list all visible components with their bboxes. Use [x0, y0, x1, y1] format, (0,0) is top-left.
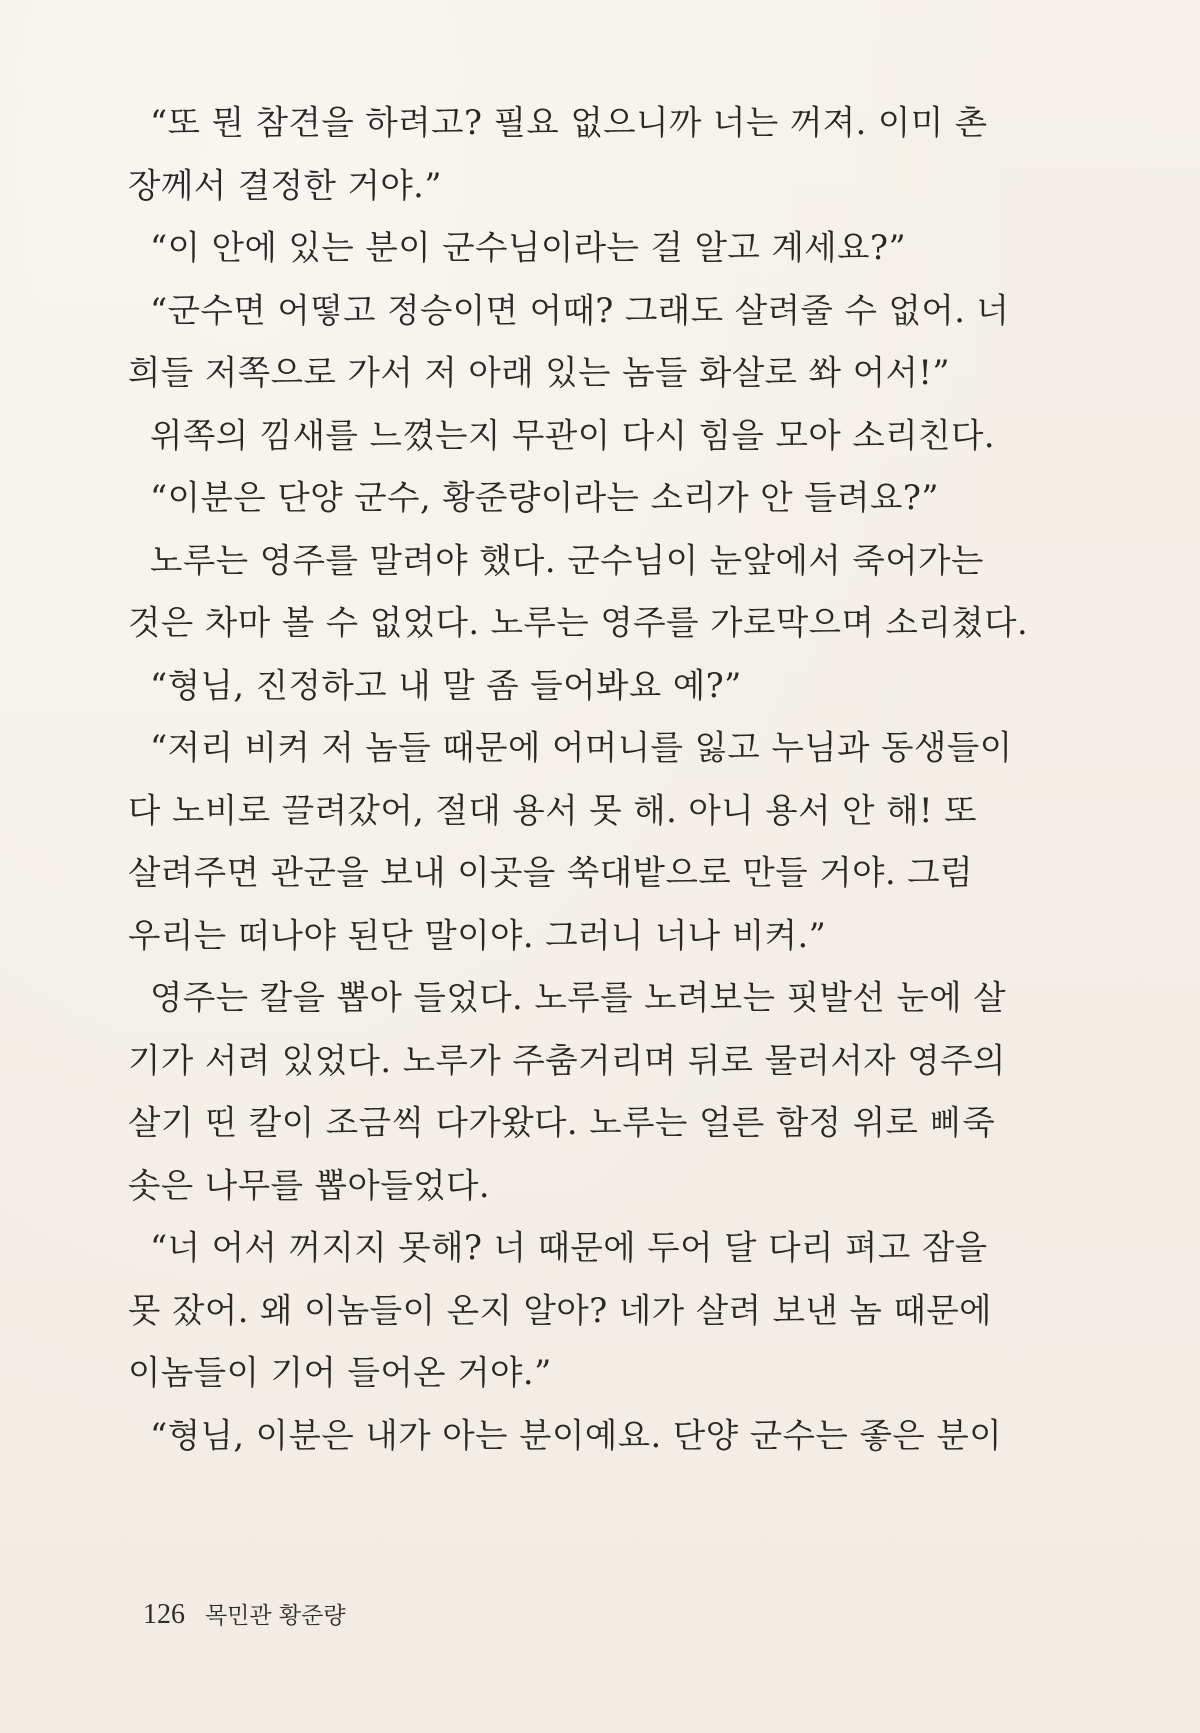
running-title: 목민관 황준량 [204, 1603, 346, 1629]
body-text [128, 92, 1068, 1467]
text-line: 우리는 떠나야 된단 말이야. 그러니 너나 비켜.” [128, 915, 827, 955]
text-line: 노루는 영주를 말려야 했다. 군수님이 눈앞에서 죽어가는 [150, 540, 984, 580]
text-line: “군수면 어떻고 정승이면 어때? 그래도 살려줄 수 없어. 너 [150, 290, 1010, 330]
text-line: 솟은 나무를 뽑아들었다. [128, 1165, 491, 1205]
text-line: 기가 서려 있었다. 노루가 주춤거리며 뒤로 물러서자 영주의 [128, 1040, 1006, 1080]
text-line: 장께서 결정한 거야.” [128, 165, 442, 205]
text-line: “형님, 이분은 내가 아는 분이예요. 단양 군수는 좋은 분이 [150, 1415, 1003, 1455]
text-line: 살기 띤 칼이 조금씩 다가왔다. 노루는 얼른 함정 위로 삐죽 [128, 1103, 996, 1142]
text-line: “이 안에 있는 분이 군수님이라는 걸 알고 계세요?” [150, 228, 907, 267]
text-line: “이분은 단양 군수, 황준량이라는 소리가 안 들려요?” [150, 478, 939, 517]
text-line: 못 잤어. 왜 이놈들이 온지 알아? 네가 살려 보낸 놈 때문에 [128, 1290, 993, 1330]
text-line: “너 어서 꺼지지 못해? 너 때문에 두어 달 다리 펴고 잠을 [150, 1228, 988, 1267]
text-line: “또 뭔 참견을 하려고? 필요 없으니까 너는 꺼져. 이미 촌 [150, 103, 988, 142]
text-line: 다 노비로 끌려갔어, 절대 용서 못 해. 아니 용서 안 해! 또 [128, 790, 977, 830]
text-line: 것은 차마 볼 수 없었다. 노루는 영주를 가로막으며 소리쳤다. [128, 603, 1029, 642]
text-line: 위쪽의 낌새를 느꼈는지 무관이 다시 힘을 모아 소리친다. [150, 415, 995, 455]
text-line: 이놈들이 기어 들어온 거야.” [128, 1353, 552, 1392]
text-line: “형님, 진정하고 내 말 좀 들어봐요 예?” [150, 665, 742, 705]
text-line: 영주는 칼을 뽑아 들었다. 노루를 노려보는 핏발선 눈에 살 [150, 978, 1007, 1017]
text-line: 살려주면 관군을 보내 이곳을 쑥대밭으로 만들 거야. 그럼 [128, 853, 973, 892]
text-line: “저리 비켜 저 놈들 때문에 어머니를 잃고 누님과 동생들이 [150, 728, 1013, 767]
text-line: 희들 저쪽으로 가서 저 아래 있는 놈들 화살로 쏴 어서!” [128, 353, 951, 392]
page-footer [143, 1598, 346, 1633]
page-number: 126 [143, 1599, 185, 1630]
